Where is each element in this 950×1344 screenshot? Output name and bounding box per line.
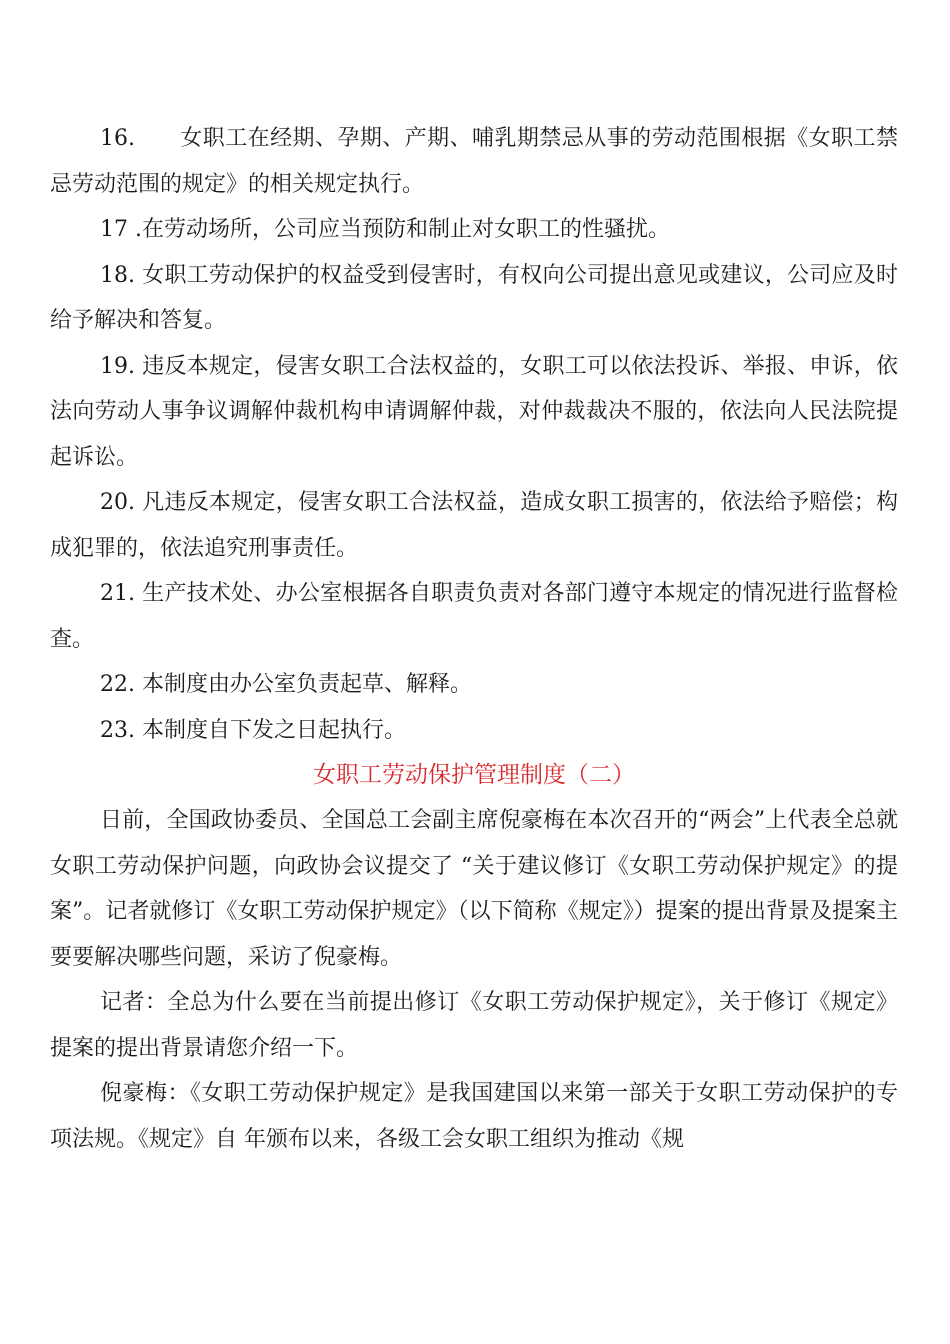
- article-21: 21. 生产技术处、办公室根据各自职责负责对各部门遵守本规定的情况进行监督检查。: [50, 581, 898, 652]
- article-19: 19. 违反本规定，侵害女职工合法权益的，女职工可以依法投诉、举报、申诉，依法向劳动人事争议调解仲裁机构申请调解仲裁，对仲裁裁决不服的，依法向人民法院提起诉讼。: [50, 353, 898, 470]
- intro-paragraph: 日前，全国政协委员、全国总工会副主席倪豪梅在本次召开的“两会”上代表全总就女职工劳动保护问题，向政协会议提交了 “关于建议修订《女职工劳动保护规定》的提案”。记者就修订《女职工劳动保护规定》（以下简称《规定》）提案的提出背景及提案主要要解决哪些问题，采访了倪豪梅。: [50, 808, 898, 970]
- article-18: 18. 女职工劳动保护的权益受到侵害时，有权向公司提出意见或建议，公司应及时给予解决和答复。: [50, 262, 898, 333]
- article-17: 17 .在劳动场所，公司应当预防和制止对女职工的性骚扰。: [100, 217, 670, 242]
- document-body: [50, 116, 898, 1162]
- article-20: 20. 凡违反本规定，侵害女职工合法权益，造成女职工损害的，依法给予赔偿；构成犯罪的，依法追究刑事责任。: [50, 490, 898, 561]
- reporter-question: 记者：全总为什么要在当前提出修订《女职工劳动保护规定》，关于修订《规定》提案的提出背景请您介绍一下。: [50, 990, 898, 1061]
- article-22: 22. 本制度由办公室负责起草、解释。: [100, 672, 472, 697]
- interviewee-answer: 倪豪梅：《女职工劳动保护规定》是我国建国以来第一部关于女职工劳动保护的专项法规。《规定》自 年颁布以来，各级工会女职工组织为推动《规: [50, 1081, 898, 1152]
- section-title: 女职工劳动保护管理制度（二）: [313, 762, 635, 788]
- article-23: 23. 本制度自下发之日起执行。: [100, 717, 406, 743]
- article-16: 16. 女职工在经期、孕期、产期、哺乳期禁忌从事的劳动范围根据《女职工禁忌劳动范围的规定》的相关规定执行。: [50, 126, 898, 197]
